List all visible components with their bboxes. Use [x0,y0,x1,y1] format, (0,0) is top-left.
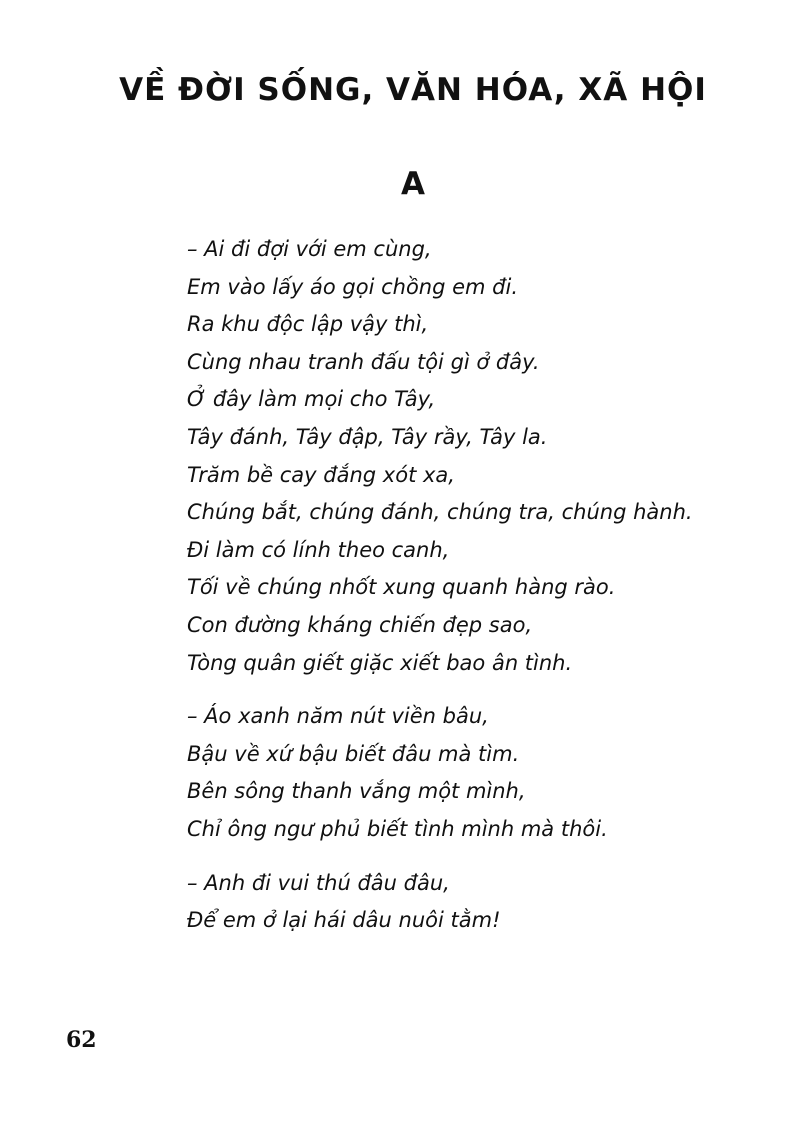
poem-line: Để em ở lại hái dâu nuôi tằm! [187,908,501,933]
poem-line: – Áo xanh năm nút viền bâu, [187,704,489,729]
poem-line: Trăm bề cay đắng xót xa, [187,462,455,487]
stanza-1 [187,231,767,682]
poem-line: Đi làm có lính theo canh, [187,537,450,562]
poem-line: Ra khu độc lập vậy thì, [187,312,429,337]
poem-line: Tòng quân giết giặc xiết bao ân tình. [187,650,573,675]
page-title: VỀ ĐỜI SỐNG, VĂN HÓA, XÃ HỘI [119,72,707,108]
poem-line: – Anh đi vui thú đâu đâu, [187,870,450,895]
poem-line: Bậu về xứ bậu biết đâu mà tìm. [187,741,520,766]
poem-line: Tối về chúng nhốt xung quanh hàng rào. [187,575,616,600]
poem-line: Em vào lấy áo gọi chồng em đi. [187,274,519,299]
poem-line: Chỉ ông ngư phủ biết tình mình mà thôi. [187,816,608,841]
poem-line: Con đường kháng chiến đẹp sao, [187,612,533,637]
section-heading: A [401,166,425,202]
poem-line: – Ai đi đợi với em cùng, [187,237,432,261]
stanza-2 [187,698,767,848]
poem [187,231,767,940]
poem-line: Bên sông thanh vắng một mình, [187,779,526,804]
stanza-3 [187,865,767,940]
poem-line: Ở đây làm mọi cho Tây, [187,387,436,412]
page-number: 62 [66,1027,97,1053]
poem-line: Chúng bắt, chúng đánh, chúng tra, chúng hành. [187,500,693,525]
poem-line: Cùng nhau tranh đấu tội gì ở đây. [187,349,540,374]
poem-line: Tây đánh, Tây đập, Tây rầy, Tây la. [187,424,548,449]
